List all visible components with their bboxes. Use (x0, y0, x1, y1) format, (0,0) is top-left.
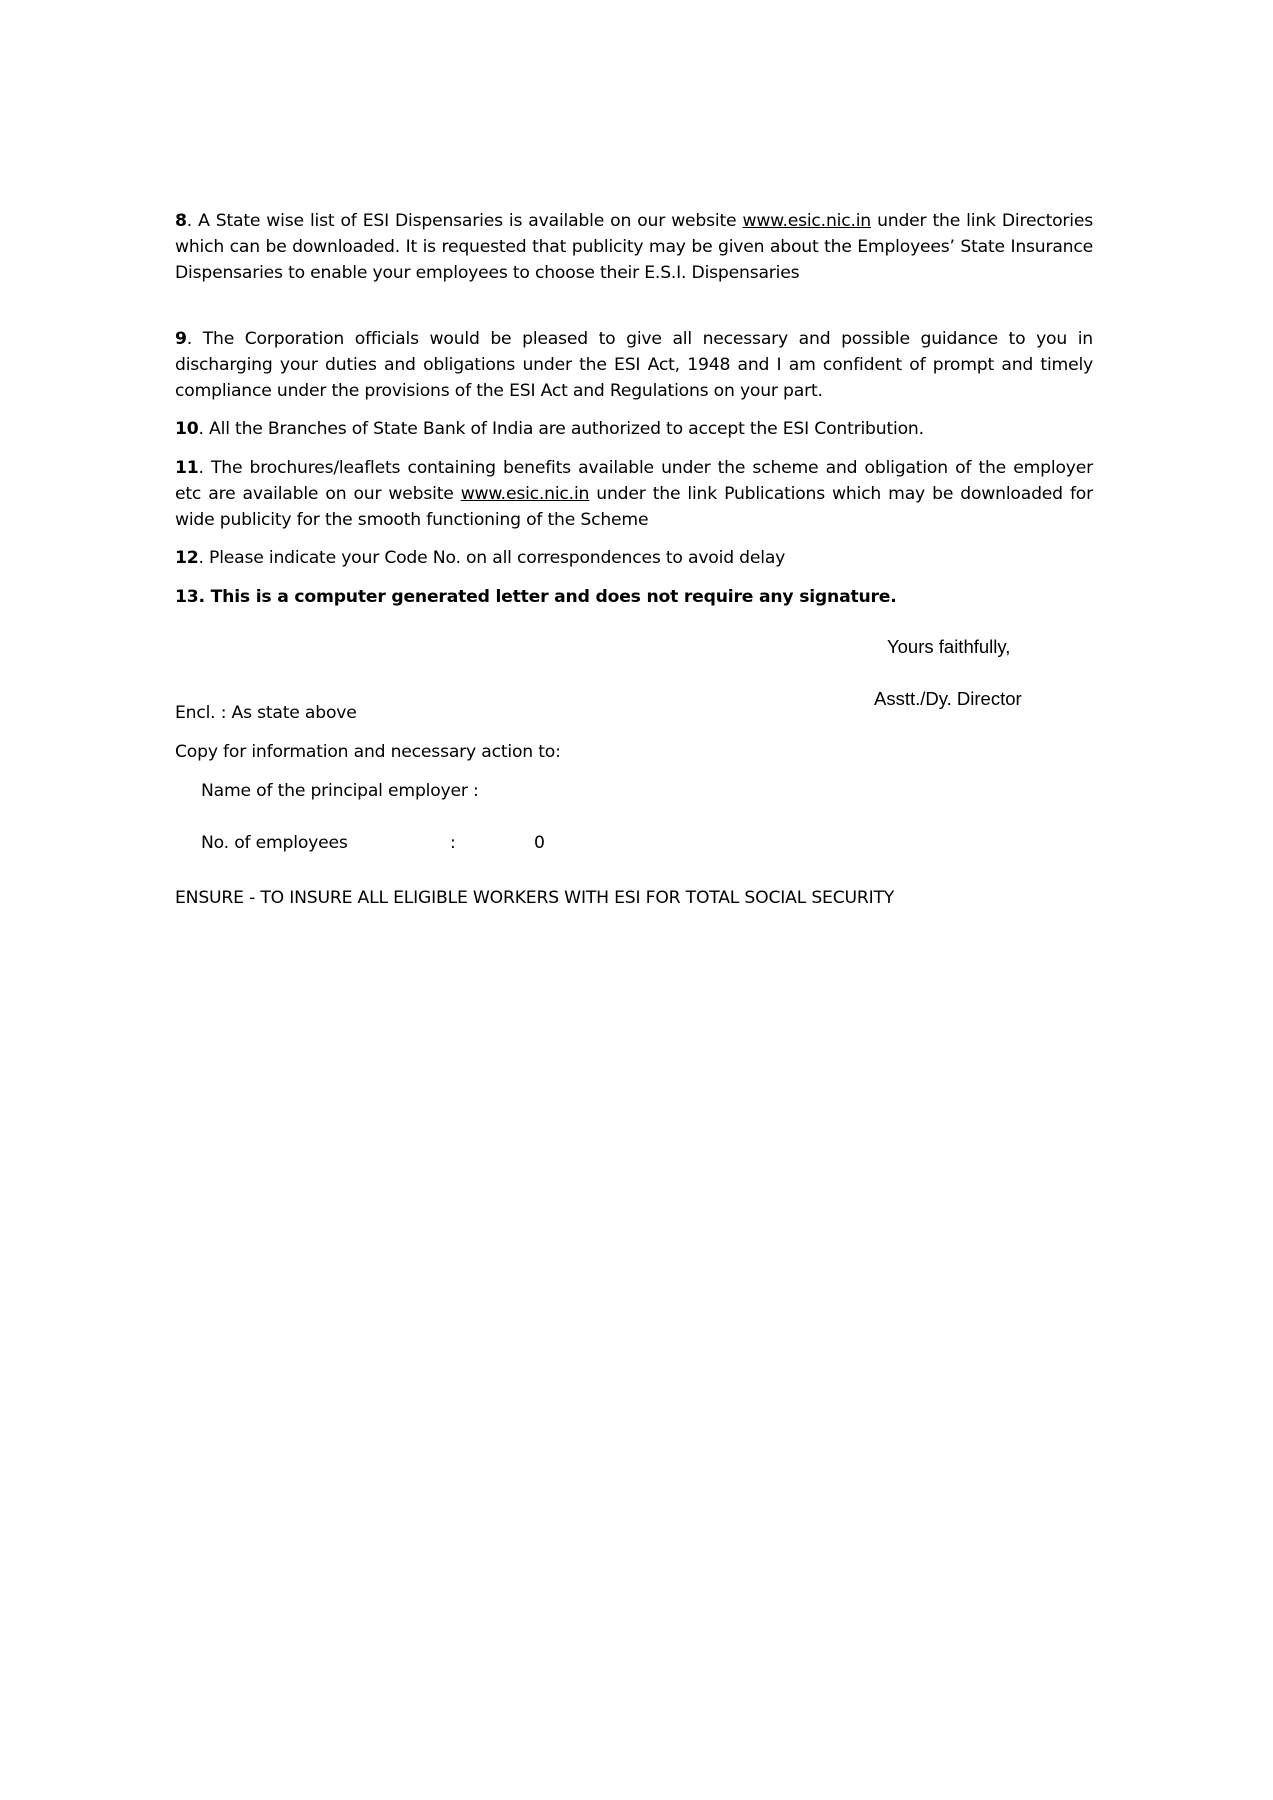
enclosure-note: Encl. : As state above (175, 703, 357, 723)
employees-separator: : (450, 833, 456, 853)
paragraph-text: . Please indicate your Code No. on all correspondences to avoid delay (198, 548, 786, 568)
signatory-title: Asstt./Dy. Director (874, 688, 1022, 709)
paragraph-9 (175, 326, 1093, 404)
copy-to-line: Copy for information and necessary action to: (175, 742, 561, 762)
paragraph-12 (175, 545, 1093, 571)
paragraph-8 (175, 208, 1093, 286)
footer-slogan: ENSURE - TO INSURE ALL ELIGIBLE WORKERS WITH ESI FOR TOTAL SOCIAL SECURITY (175, 888, 895, 908)
paragraph-11 (175, 455, 1093, 533)
paragraph-number: 10 (175, 419, 199, 439)
closing-salutation: Yours faithfully, (887, 636, 1011, 657)
paragraph-number: 9 (175, 329, 187, 349)
website-link[interactable]: www.esic.nic.in (742, 211, 871, 231)
employees-count: 0 (534, 833, 545, 853)
paragraph-number: 8 (175, 211, 187, 231)
paragraph-text: under the link Publications which may be downloaded for wide publicity for the smooth functioning of the Scheme (175, 484, 1093, 530)
paragraph-text: . The Corporation officials would be pleased to give all necessary and possible guidance to you in discharging your duties and obligations under the ESI Act, 1948 and I am confident of prompt and timely compliance under the provisions of the ESI Act and Regulations on your part. (175, 329, 1093, 401)
paragraph-text: . All the Branches of State Bank of India are authorized to accept the ESI Contribution. (198, 419, 924, 439)
paragraph-text: under the link Directories which can be downloaded. It is requested that publicity may be given about the Employees’ State Insurance Dispensaries to enable your employees to choose their E.S.I. Dispensaries (175, 211, 1093, 283)
paragraph-10 (175, 416, 1093, 442)
paragraph-text: . This is a computer generated letter and does not require any signature. (198, 587, 897, 607)
paragraph-number: 11 (175, 458, 199, 478)
paragraph-text: . The brochures/leaflets containing benefits available under the scheme and obligation of the employer etc are available on our website (175, 458, 1093, 504)
paragraph-number: 13 (175, 587, 199, 607)
paragraph-text: . A State wise list of ESI Dispensaries is available on our website (186, 211, 743, 231)
website-link[interactable]: www.esic.nic.in (460, 484, 590, 504)
paragraph-13 (175, 584, 1093, 610)
paragraph-number: 12 (175, 548, 199, 568)
principal-employer-label: Name of the principal employer : (201, 781, 479, 801)
employees-label: No. of employees (201, 833, 348, 853)
